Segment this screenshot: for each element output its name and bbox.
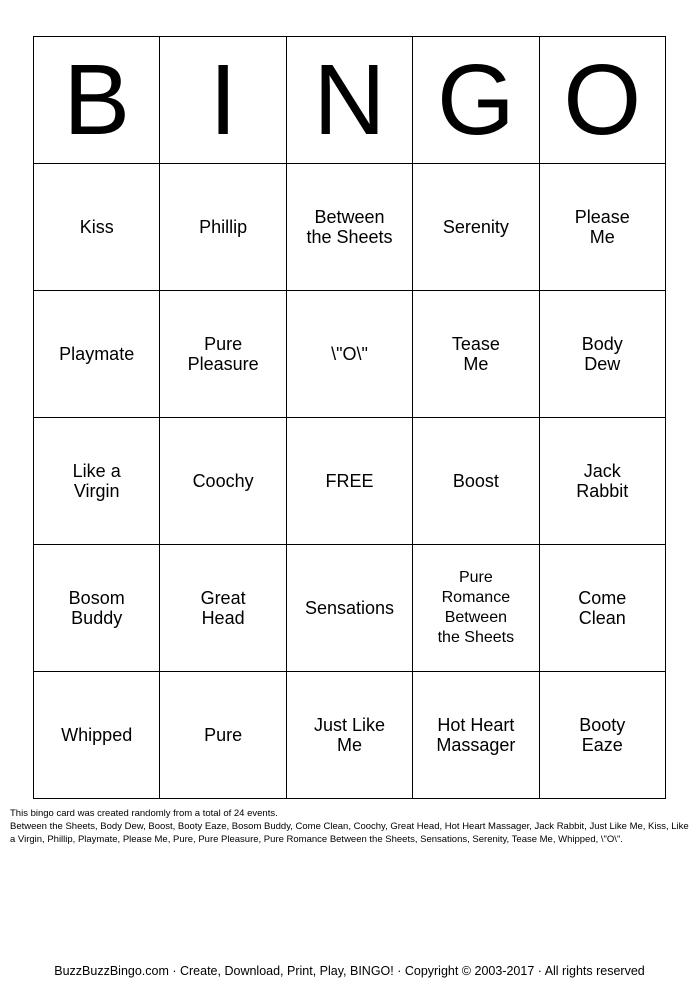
card-cell: Coochy bbox=[160, 418, 286, 545]
card-cell: Tease Me bbox=[413, 291, 539, 418]
card-cell: Jack Rabbit bbox=[539, 418, 665, 545]
header-letter-g: G bbox=[413, 37, 539, 164]
card-cell: Body Dew bbox=[539, 291, 665, 418]
card-cell: Bosom Buddy bbox=[34, 545, 160, 672]
header-letter-b: B bbox=[34, 37, 160, 164]
header-letter-n: N bbox=[286, 37, 412, 164]
card-cell: Between the Sheets bbox=[286, 164, 412, 291]
card-cell: Kiss bbox=[34, 164, 160, 291]
card-cell: Pure bbox=[160, 672, 286, 799]
card-info bbox=[10, 807, 690, 846]
header-letter-i: I bbox=[160, 37, 286, 164]
card-cell: Hot Heart Massager bbox=[413, 672, 539, 799]
card-cell: Like a Virgin bbox=[34, 418, 160, 545]
card-cell: Boost bbox=[413, 418, 539, 545]
card-cell: Just Like Me bbox=[286, 672, 412, 799]
free-space-cell: FREE bbox=[286, 418, 412, 545]
bingo-card bbox=[33, 36, 666, 799]
header-letter-o: O bbox=[539, 37, 665, 164]
footer-copyright: BuzzBuzzBingo.com · Create, Download, Print, Play, BINGO! · Copyright © 2003-2017 · All rights reserved bbox=[54, 964, 645, 978]
card-cell: \"O\" bbox=[286, 291, 412, 418]
card-cell: Pure Pleasure bbox=[160, 291, 286, 418]
info-summary: This bingo card was created randomly from a total of 24 events. bbox=[10, 808, 278, 819]
card-row bbox=[34, 545, 666, 672]
card-cell: Come Clean bbox=[539, 545, 665, 672]
info-event-list: Between the Sheets, Body Dew, Boost, Booty Eaze, Bosom Buddy, Come Clean, Coochy, Great Head, Hot Heart Massager, Jack Rabbit, Just Like Me, Kiss, Like a Virgin, Phillip, Playmate, Please Me, Pure, Pure Pleasure, Pure Romance Between the Sheets, Sensations, Serenity, Tease Me, Whipped, \"O\". bbox=[10, 821, 689, 845]
card-cell: Serenity bbox=[413, 164, 539, 291]
card-row bbox=[34, 291, 666, 418]
card-row bbox=[34, 672, 666, 799]
card-cell: Playmate bbox=[34, 291, 160, 418]
card-cell: Pure Romance Between the Sheets bbox=[413, 545, 539, 672]
card-row bbox=[34, 418, 666, 545]
card-cell: Great Head bbox=[160, 545, 286, 672]
header-row bbox=[34, 37, 666, 164]
card-row bbox=[34, 164, 666, 291]
card-cell: Sensations bbox=[286, 545, 412, 672]
card-cell: Whipped bbox=[34, 672, 160, 799]
card-cell: Please Me bbox=[539, 164, 665, 291]
card-cell: Booty Eaze bbox=[539, 672, 665, 799]
card-cell: Phillip bbox=[160, 164, 286, 291]
